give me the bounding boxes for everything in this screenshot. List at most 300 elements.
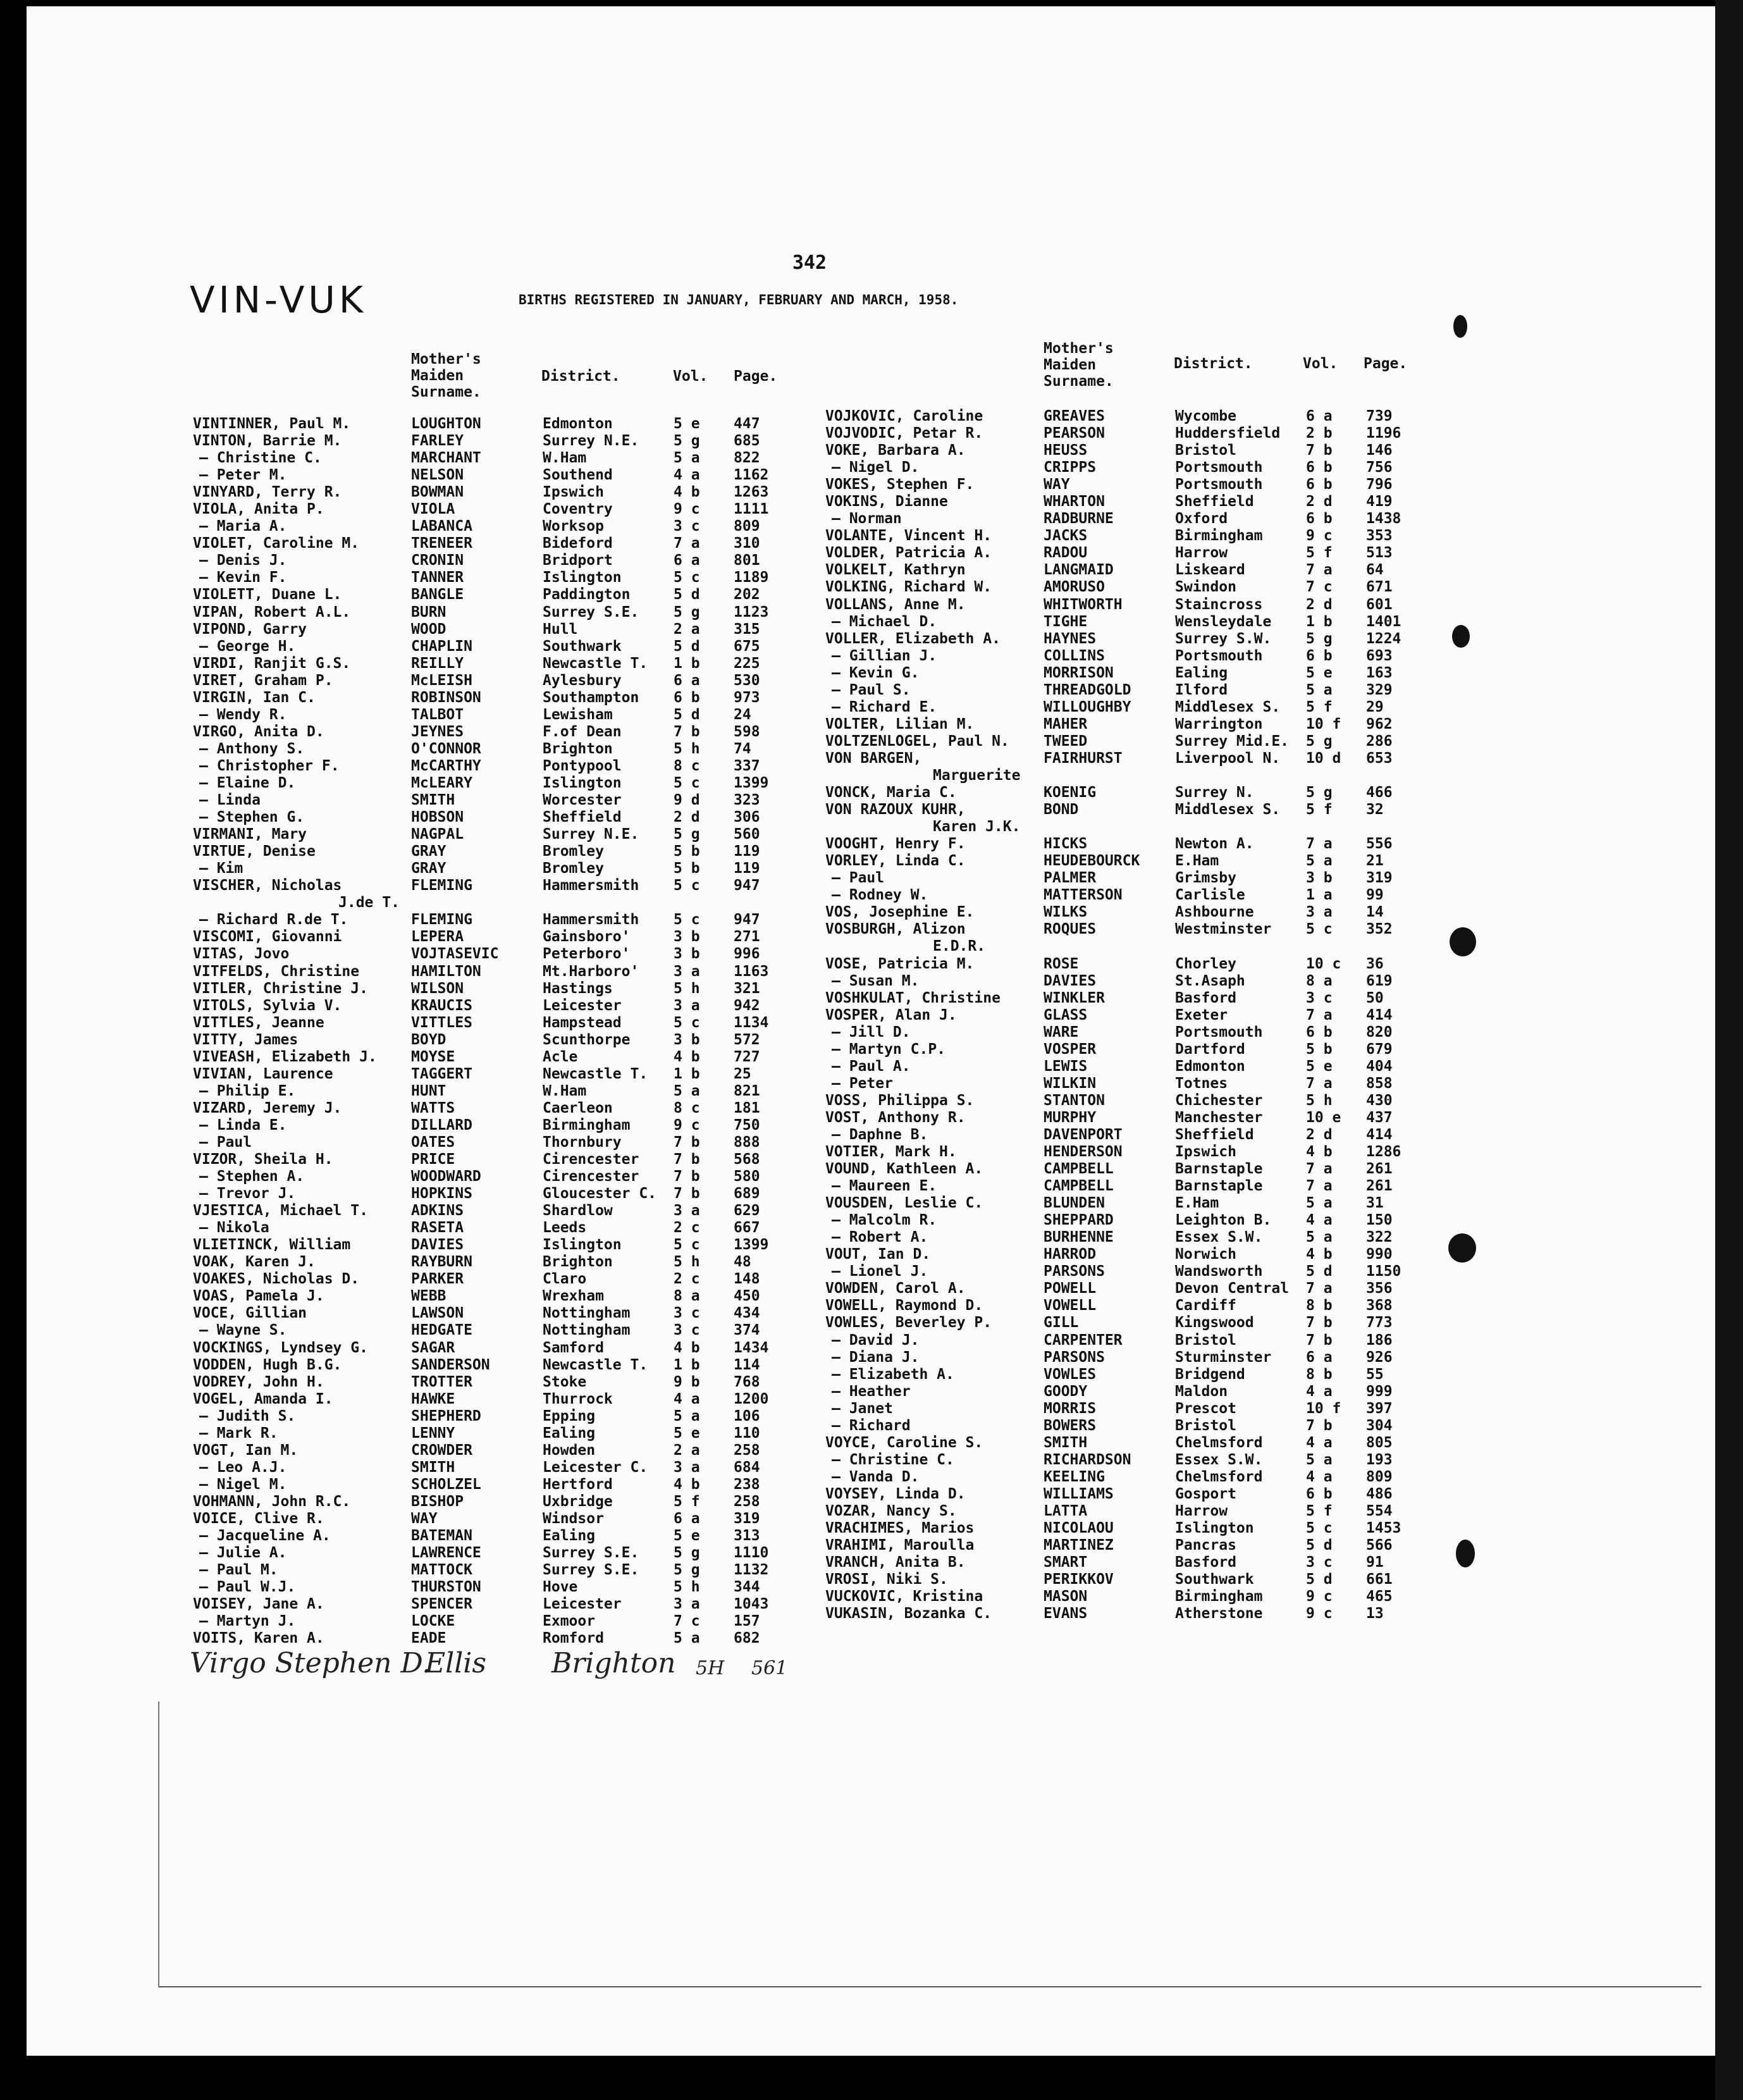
volume: 2 a	[674, 1442, 700, 1459]
register-entry	[825, 1537, 1426, 1554]
register-entry	[825, 956, 1426, 973]
volume: 10 e	[1306, 1109, 1341, 1126]
maiden-surname: GRAY	[411, 843, 447, 860]
handwritten-district: Brighton	[551, 1647, 676, 1679]
entry-name: — Peter	[832, 1075, 893, 1092]
district: Manchester	[1175, 1109, 1263, 1126]
entry-name: — Gillian J.	[832, 647, 937, 664]
district: Thornbury	[543, 1133, 622, 1151]
district: Basford	[1175, 1554, 1236, 1571]
volume: 5 c	[674, 1237, 700, 1254]
page-ref: 304	[1366, 1417, 1393, 1434]
page-ref: 225	[734, 655, 760, 672]
district: Liskeard	[1175, 562, 1245, 579]
district: Pancras	[1175, 1537, 1236, 1554]
page-ref: 414	[1366, 1126, 1393, 1143]
entry-name: VIVIAN, Laurence	[193, 1065, 333, 1082]
volume: 7 b	[674, 1185, 700, 1202]
volume: 3 b	[1306, 870, 1333, 887]
entry-name: VON RAZOUX KUHR,	[825, 801, 966, 818]
maiden-surname: HENDERSON	[1044, 1144, 1123, 1161]
district: Middlesex S.	[1175, 698, 1281, 715]
entry-name: — Christine C.	[199, 450, 322, 467]
district: Totnes	[1175, 1075, 1228, 1092]
register-entry	[825, 1212, 1426, 1229]
volume: 4 b	[674, 484, 700, 501]
page-ref: 315	[734, 621, 760, 638]
district: Leicester	[543, 1596, 622, 1613]
district: Westminster	[1175, 921, 1272, 938]
page-ref: 1438	[1366, 510, 1401, 528]
district: Islington	[543, 569, 622, 586]
district: Surrey N.E.	[543, 433, 639, 450]
entry-name: VORLEY, Linda C.	[825, 853, 966, 870]
volume: 2 d	[1306, 596, 1333, 613]
maiden-surname: MATTOCK	[411, 1562, 472, 1579]
register-entry	[193, 792, 794, 809]
entry-name: VIPOND, Garry	[193, 621, 307, 638]
right-vol-header: Vol.	[1303, 355, 1338, 372]
entry-name: VIZARD, Jeremy J.	[193, 1099, 342, 1116]
maiden-surname: PARKER	[411, 1271, 464, 1288]
page-ref: 1224	[1366, 630, 1401, 647]
entry-name: — Vanda D.	[832, 1468, 920, 1485]
maiden-surname: HAYNES	[1044, 630, 1097, 647]
volume: 8 b	[1306, 1297, 1333, 1314]
volume: 5 g	[674, 1562, 700, 1579]
volume: 9 c	[674, 1116, 700, 1133]
page-ref: 679	[1366, 1041, 1393, 1058]
volume: 4 a	[1306, 1212, 1333, 1229]
maiden-surname: COLLINS	[1044, 647, 1105, 664]
entry-name: — Judith S.	[199, 1407, 296, 1424]
page-ref: 1453	[1366, 1520, 1401, 1537]
page-number: 342	[792, 252, 827, 274]
register-entry	[193, 1442, 794, 1459]
page-ref: 556	[1366, 836, 1393, 853]
district: Ealing	[543, 1528, 596, 1545]
volume: 5 g	[674, 826, 700, 843]
volume: 6 a	[674, 672, 700, 689]
entry-name: VIRMANI, Mary	[193, 826, 307, 843]
register-entry	[193, 1134, 794, 1151]
volume: 7 b	[1306, 1331, 1333, 1349]
page-ref: 119	[734, 843, 760, 860]
page-ref: 313	[734, 1528, 760, 1545]
maiden-surname: VIOLA	[411, 501, 455, 518]
page-ref: 119	[734, 860, 760, 877]
district: Worcester	[543, 792, 622, 809]
district: Pontypool	[543, 757, 622, 774]
maiden-surname: PARSONS	[1044, 1263, 1105, 1280]
maiden-surname: FLEMING	[411, 911, 472, 929]
volume: 5 e	[1306, 1058, 1333, 1075]
volume: 7 b	[674, 1168, 700, 1185]
entry-name: VITOLS, Sylvia V.	[193, 997, 342, 1014]
page-ref: 106	[734, 1407, 760, 1424]
page-ref: 750	[734, 1116, 760, 1133]
page-ref: 419	[1366, 493, 1393, 510]
register-entry	[825, 1195, 1426, 1212]
volume: 3 a	[674, 1459, 700, 1476]
volume: 7 b	[1306, 1314, 1333, 1331]
district: Essex S.W.	[1175, 1451, 1263, 1468]
entry-name: VJESTICA, Michael T.	[193, 1202, 368, 1220]
volume: 5 g	[674, 433, 700, 450]
page-ref: 414	[1366, 1006, 1393, 1023]
page-ref: 286	[1366, 732, 1393, 750]
volume: 1 b	[674, 655, 700, 672]
entry-name: VOUT, Ian D.	[825, 1246, 931, 1263]
maiden-surname: SMITH	[411, 1459, 455, 1476]
register-entry	[193, 998, 794, 1015]
volume: 10 d	[1306, 750, 1341, 767]
maiden-surname: DAVENPORT	[1044, 1126, 1123, 1143]
register-entry	[193, 758, 794, 775]
district: Cirencester	[543, 1168, 639, 1185]
page-ref: 1196	[1366, 425, 1401, 442]
district: Peterboro'	[543, 946, 631, 963]
register-entry	[193, 1613, 794, 1630]
page-ref: 329	[1366, 681, 1393, 698]
maiden-surname: FARLEY	[411, 433, 464, 450]
register-entry	[825, 1229, 1426, 1246]
volume: 6 b	[1306, 476, 1333, 493]
volume: 5 e	[674, 1424, 700, 1442]
entry-name: — Denis J.	[199, 552, 287, 569]
maiden-surname: SAGAR	[411, 1339, 455, 1356]
page-ref: 1111	[734, 501, 769, 518]
page-ref: 773	[1366, 1314, 1393, 1331]
district: Bristol	[1175, 442, 1236, 459]
maiden-surname: HAWKE	[411, 1390, 455, 1407]
volume: 10 f	[1306, 715, 1341, 732]
register-entry	[825, 1486, 1426, 1503]
maiden-surname: SMITH	[1044, 1434, 1088, 1451]
volume: 8 b	[1306, 1366, 1333, 1383]
register-entry	[825, 921, 1426, 938]
maiden-surname: MURPHY	[1044, 1109, 1097, 1126]
volume: 5 e	[1306, 664, 1333, 681]
register-entry	[825, 1400, 1426, 1418]
handwritten-vol: 5H	[696, 1657, 725, 1679]
page-ref: 404	[1366, 1058, 1393, 1075]
entry-name: VOLLANS, Anne M.	[825, 596, 966, 613]
page-ref: 947	[734, 911, 760, 929]
district: Islington	[543, 774, 622, 791]
page-ref: 1286	[1366, 1144, 1401, 1161]
volume: 7 b	[674, 1133, 700, 1151]
district: Huddersfield	[1175, 425, 1281, 442]
maiden-surname: SPENCER	[411, 1596, 472, 1613]
scan-edge	[1715, 0, 1743, 2100]
register-entry	[193, 518, 794, 535]
district: Nottingham	[543, 1322, 631, 1339]
maiden-surname: PARSONS	[1044, 1349, 1105, 1366]
page-ref: 319	[734, 1510, 760, 1527]
register-entry	[193, 621, 794, 638]
maiden-surname: HOBSON	[411, 809, 464, 826]
maiden-surname: WAY	[1044, 476, 1070, 493]
entry-name: — Nigel D.	[832, 459, 920, 476]
entry-name: J.de T.	[338, 894, 400, 911]
page-ref: 50	[1366, 989, 1384, 1006]
register-entry	[193, 1237, 794, 1254]
register-entry	[825, 562, 1426, 579]
page-ref: 1132	[734, 1562, 769, 1579]
district: Newcastle T.	[543, 655, 648, 672]
page-ref: 55	[1366, 1366, 1384, 1383]
maiden-surname: JEYNES	[411, 723, 464, 740]
maiden-surname: BANGLE	[411, 586, 464, 603]
page-ref: 397	[1366, 1400, 1393, 1417]
entry-name: — Linda	[199, 792, 261, 809]
register-entry	[193, 1117, 794, 1134]
district: Bromley	[543, 860, 604, 877]
district: Claro	[543, 1271, 587, 1288]
maiden-surname: MOYSE	[411, 1048, 455, 1065]
entry-name: — Mark R.	[199, 1424, 278, 1442]
page-ref: 1162	[734, 467, 769, 484]
page-ref: 513	[1366, 545, 1393, 562]
district: Gainsboro'	[543, 929, 631, 946]
register-entry	[825, 1503, 1426, 1520]
volume: 5 h	[674, 1254, 700, 1271]
entry-name: — Elizabeth A.	[832, 1366, 954, 1383]
maiden-surname: GREAVES	[1044, 408, 1105, 424]
maiden-surname: RICHARDSON	[1044, 1451, 1131, 1468]
entry-name: VROSI, Niki S.	[825, 1571, 948, 1588]
page-ref: 465	[1366, 1588, 1393, 1605]
volume: 5 h	[674, 980, 700, 997]
entry-name: VIZOR, Sheila H.	[193, 1151, 333, 1168]
volume: 5 h	[1306, 1092, 1333, 1109]
entry-name: — Robert A.	[832, 1229, 928, 1246]
volume: 2 d	[674, 809, 700, 826]
volume: 5 g	[1306, 630, 1333, 647]
register-entry	[825, 1246, 1426, 1263]
page-ref: 739	[1366, 408, 1393, 424]
district: Newcastle T.	[543, 1356, 648, 1373]
maiden-surname: SCHOLZEL	[411, 1476, 481, 1493]
district: Worksop	[543, 518, 604, 535]
maiden-surname: LABANCA	[411, 518, 472, 535]
volume: 4 a	[1306, 1468, 1333, 1485]
punch-hole	[1456, 1540, 1475, 1567]
maiden-surname: MORRISON	[1044, 664, 1114, 681]
volume: 9 c	[1306, 1588, 1333, 1605]
maiden-surname: HARROD	[1044, 1246, 1097, 1263]
district: Mt.Harboro'	[543, 963, 639, 980]
volume: 5 a	[674, 1082, 700, 1099]
district: Ipswich	[543, 484, 604, 501]
volume: 7 b	[1306, 442, 1333, 459]
entry-name: — Lionel J.	[832, 1263, 928, 1280]
entry-name: VOAS, Pamela J.	[193, 1288, 324, 1305]
volume: 4 b	[1306, 1246, 1333, 1263]
entry-name: VONCK, Maria C.	[825, 784, 957, 801]
district: Bromley	[543, 843, 604, 860]
entry-name: VIRGIN, Ian C.	[193, 689, 316, 706]
page-ref: 29	[1366, 698, 1384, 715]
entry-name: VOAK, Karen J.	[193, 1254, 316, 1271]
maiden-surname: TANNER	[411, 569, 464, 586]
entry-name: VOHMANN, John R.C.	[193, 1493, 351, 1510]
district: Howden	[543, 1442, 596, 1459]
volume: 6 a	[1306, 1349, 1333, 1366]
volume: 5 b	[674, 860, 700, 877]
district: Hull	[543, 621, 578, 638]
register-entry	[193, 1032, 794, 1049]
maiden-surname: ROSE	[1044, 955, 1079, 972]
entry-name: VRACHIMES, Marios	[825, 1520, 975, 1537]
register-entry	[193, 843, 794, 860]
register-entry	[825, 1297, 1426, 1314]
left-vol-header: Vol.	[673, 368, 708, 385]
district: Newton A.	[1175, 836, 1254, 853]
register-subtitle: BIRTHS REGISTERED IN JANUARY, FEBRUARY AND MARCH, 1958.	[519, 292, 959, 307]
maiden-surname: ROQUES	[1044, 921, 1097, 938]
volume: 5 c	[674, 877, 700, 894]
district: Leeds	[543, 1220, 587, 1237]
maiden-surname: O'CONNOR	[411, 740, 481, 757]
left-district-header: District.	[541, 368, 620, 385]
page-ref: 450	[734, 1288, 760, 1305]
district: Edmonton	[543, 416, 613, 432]
volume: 3 b	[674, 946, 700, 963]
district: Kingswood	[1175, 1314, 1254, 1331]
page-ref: 163	[1366, 664, 1393, 681]
page-ref: 888	[734, 1133, 760, 1151]
volume: 8 a	[674, 1288, 700, 1305]
entry-name: VOICE, Clive R.	[193, 1510, 324, 1527]
volume: 5 h	[674, 1579, 700, 1596]
register-entry	[825, 1280, 1426, 1297]
maiden-surname: HICKS	[1044, 836, 1088, 853]
maiden-surname: CROWDER	[411, 1442, 472, 1459]
register-entry	[193, 826, 794, 843]
district: Leighton B.	[1175, 1212, 1272, 1229]
volume: 5 g	[674, 1545, 700, 1562]
volume: 7 a	[1306, 1075, 1333, 1092]
entry-name: — Linda E.	[199, 1116, 287, 1133]
page-ref: 1163	[734, 963, 769, 980]
register-entry	[825, 1041, 1426, 1058]
entry-name: VOWLES, Beverley P.	[825, 1314, 992, 1331]
volume: 5 c	[674, 569, 700, 586]
register-entry	[825, 408, 1426, 425]
volume: 5 f	[1306, 1503, 1333, 1519]
district: Wandsworth	[1175, 1263, 1263, 1280]
entry-name: VOLKELT, Kathryn	[825, 562, 966, 579]
volume: 5 c	[674, 774, 700, 791]
register-entry	[193, 1100, 794, 1117]
volume: 1 b	[1306, 613, 1333, 630]
volume: 7 b	[674, 1151, 700, 1168]
volume: 5 f	[1306, 545, 1333, 562]
entry-name: — George H.	[199, 638, 296, 655]
entry-name: VOLKING, Richard W.	[825, 579, 992, 596]
district: Paddington	[543, 586, 631, 603]
district: Atherstone	[1175, 1605, 1263, 1622]
entry-name: — Wayne S.	[199, 1322, 287, 1339]
volume: 1 b	[674, 1356, 700, 1373]
page-ref: 973	[734, 689, 760, 706]
district: Hampstead	[543, 1014, 622, 1031]
page-ref: 434	[734, 1305, 760, 1322]
page-ref: 430	[1366, 1092, 1393, 1109]
page-ref: 114	[734, 1356, 760, 1373]
register-entry	[825, 493, 1426, 510]
district: Portsmouth	[1175, 1023, 1263, 1041]
register-entry	[193, 1271, 794, 1288]
register-entry	[193, 877, 794, 894]
volume: 5 a	[1306, 1451, 1333, 1468]
district: Shardlow	[543, 1202, 613, 1220]
entry-name: VOKE, Barbara A.	[825, 442, 966, 459]
register-entry	[825, 1418, 1426, 1435]
volume: 3 c	[674, 518, 700, 535]
page-ref: 801	[734, 552, 760, 569]
maiden-surname: HAMILTON	[411, 963, 481, 980]
district: Bideford	[543, 535, 613, 552]
page-ref: 1110	[734, 1545, 769, 1562]
volume: 6 a	[674, 552, 700, 569]
entry-name: VOUND, Kathleen A.	[825, 1161, 983, 1178]
entry-name: VOGEL, Amanda I.	[193, 1390, 333, 1407]
entry-name: VUCKOVIC, Kristina	[825, 1588, 983, 1605]
page-ref: 566	[1366, 1537, 1393, 1554]
entry-name: — Trevor J.	[199, 1185, 296, 1202]
volume: 9 c	[1306, 1605, 1333, 1622]
entry-name: VRANCH, Anita B.	[825, 1554, 966, 1571]
register-entry	[193, 1391, 794, 1408]
district: Birmingham	[1175, 1588, 1263, 1605]
register-entry	[193, 741, 794, 758]
register-entry	[193, 1493, 794, 1510]
entry-name: — Paul W.J.	[199, 1579, 296, 1596]
entry-name: VOZAR, Nancy S.	[825, 1503, 957, 1519]
district: Southend	[543, 467, 613, 484]
volume: 6 a	[674, 1510, 700, 1527]
maiden-surname: NELSON	[411, 467, 464, 484]
maiden-surname: HEUSS	[1044, 442, 1088, 459]
district: Basford	[1175, 989, 1236, 1006]
page-ref: 319	[1366, 870, 1393, 887]
district: Bridport	[543, 552, 613, 569]
page-ref: 323	[734, 792, 760, 809]
maiden-surname: PALMER	[1044, 870, 1097, 887]
maiden-surname: HEDGATE	[411, 1322, 472, 1339]
district: Surrey S.E.	[543, 603, 639, 621]
entry-name: VOLTZENLOGEL, Paul N.	[825, 732, 1009, 750]
register-entry	[825, 853, 1426, 870]
maiden-surname: ADKINS	[411, 1202, 464, 1220]
page-ref: 999	[1366, 1383, 1393, 1400]
register-entry	[825, 1469, 1426, 1486]
district: Sheffield	[1175, 493, 1254, 510]
page-ref: 996	[734, 946, 760, 963]
entry-name: — Peter M.	[199, 467, 287, 484]
district: Leicester	[543, 997, 622, 1014]
district: Hastings	[543, 980, 613, 997]
maiden-surname: WINKLER	[1044, 989, 1105, 1006]
entry-name: — Elaine D.	[199, 774, 296, 791]
page-ref: 48	[734, 1254, 751, 1271]
entry-name: — Kevin F.	[199, 569, 287, 586]
page-ref: 310	[734, 535, 760, 552]
entry-name: VOTIER, Mark H.	[825, 1144, 957, 1161]
